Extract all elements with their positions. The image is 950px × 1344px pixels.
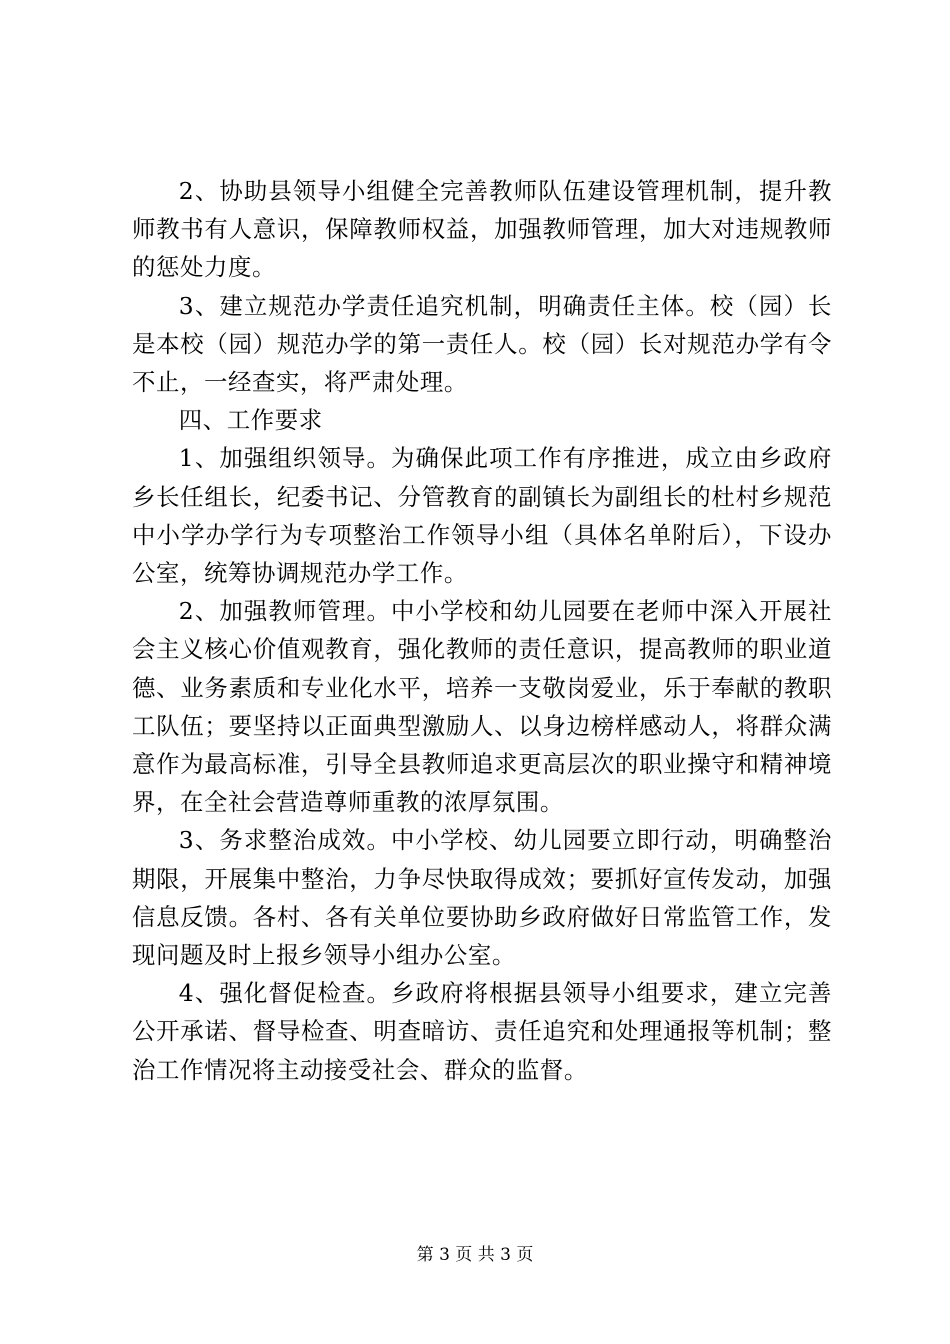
page-number-footer: 第 3 页 共 3 页 — [416, 1245, 534, 1265]
paragraph-teacher-team-mechanism: 2、协助县领导小组健全完善教师队伍建设管理机制，提升教师教书有人意识，保障教师权益，加强教师管理，加大对违规教师的惩处力度。 — [132, 177, 832, 282]
paragraph-accountability-mechanism: 3、建立规范办学责任追究机制，明确责任主体。校（园）长是本校（园）规范办学的第一责任人。校（园）长对规范办学有令不止，一经查实，将严肃处理。 — [132, 291, 832, 397]
section-heading-work-requirements: 四、工作要求 — [178, 406, 323, 435]
paragraph-rectification-results: 3、务求整治成效。中小学校、幼儿园要立即行动，明确整治期限，开展集中整治，力争尽快取得成效；要抓好宣传发动，加强信息反馈。各村、各有关单位要协助乡政府做好日常监管工作，发现问题及时上报乡领导小组办公室。 — [132, 826, 832, 970]
paragraph-supervision-inspection: 4、强化督促检查。乡政府将根据县领导小组要求，建立完善公开承诺、督导检查、明查暗访、责任追究和处理通报等机制；整治工作情况将主动接受社会、群众的监督。 — [132, 979, 832, 1084]
paragraph-teacher-management: 2、加强教师管理。中小学校和幼儿园要在老师中深入开展社会主义核心价值观教育，强化教师的责任意识，提高教师的职业道德、业务素质和专业化水平，培养一支敬岗爱业，乐于奉献的教职工队伍；要坚持以正面典型激励人、以身边榜样感动人，将群众满意作为最高标准，引导全县教师追求更高层次的职业操守和精神境界，在全社会营造尊师重教的浓厚氛围。 — [132, 597, 832, 817]
document-body — [132, 172, 832, 1089]
paragraph-organizational-leadership: 1、加强组织领导。为确保此项工作有序推进，成立由乡政府乡长任组长，纪委书记、分管教育的副镇长为副组长的杜村乡规范中小学办学行为专项整治工作领导小组（具体名单附后），下设办公室，统筹协调规范办学工作。 — [132, 444, 832, 588]
